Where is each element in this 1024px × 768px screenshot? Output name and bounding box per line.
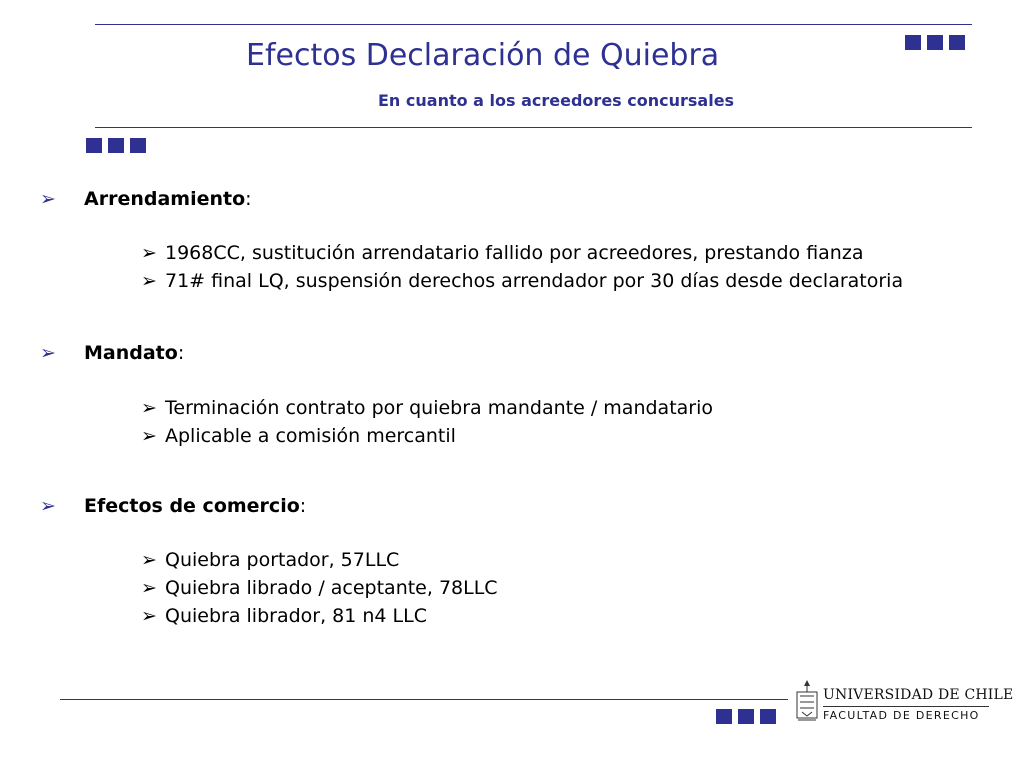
decorative-squares-icon [716,709,776,724]
list-item: ➢ Quiebra librado / aceptante, 78LLC [141,574,498,602]
university-logo [796,678,1014,724]
list-item: ➢ Quiebra portador, 57LLC [141,546,498,574]
university-crest-icon [796,678,820,724]
list-item: ➢ Aplicable a comisión mercantil [141,422,713,450]
section-suffix: : [299,495,307,517]
section-label: Mandato [84,342,178,364]
arrow-bullet-icon: ➢ [141,577,157,599]
section-mandato [40,342,184,364]
arrow-bullet-icon: ➢ [141,270,157,292]
arrow-bullet-icon: ➢ [141,605,157,627]
section-suffix: : [177,342,185,364]
arrow-bullet-icon: ➢ [141,242,157,264]
list-item: ➢ Quiebra librador, 81 n4 LLC [141,602,498,630]
arrow-bullet-icon: ➢ [141,549,157,571]
section-label: Efectos de comercio [84,495,300,517]
header-top-rule [95,24,972,25]
section-mandato-items [141,394,713,450]
decorative-squares-icon [905,35,965,50]
section-label: Arrendamiento [84,188,246,210]
section-arrendamiento-items [141,239,903,295]
page-subtitle: En cuanto a los acreedores concursales [378,91,735,110]
section-arrendamiento [40,188,252,210]
arrow-bullet-icon: ➢ [141,425,157,447]
list-item: ➢ Terminación contrato por quiebra mandante / mandatario [141,394,713,422]
list-item: ➢ 71# final LQ, suspensión derechos arrendador por 30 días desde declaratoria [141,267,903,295]
logo-divider [823,706,989,707]
header-bottom-rule [95,127,972,128]
arrow-bullet-icon: ➢ [141,397,157,419]
list-item: ➢ 1968CC, sustitución arrendatario fallido por acreedores, prestando fianza [141,239,903,267]
faculty-name: FACULTAD DE DERECHO [823,709,980,722]
section-efectos-de-comercio [40,495,306,517]
section-efectos-de-comercio-items [141,546,498,630]
arrow-bullet-icon: ➢ [40,188,56,210]
footer-rule [60,699,788,700]
page-title: Efectos Declaración de Quiebra [246,38,720,73]
arrow-bullet-icon: ➢ [40,495,56,517]
institution-name: UNIVERSIDAD DE CHILE [823,687,1014,703]
section-suffix: : [245,188,252,210]
decorative-squares-icon [86,138,146,153]
arrow-bullet-icon: ➢ [40,342,56,364]
